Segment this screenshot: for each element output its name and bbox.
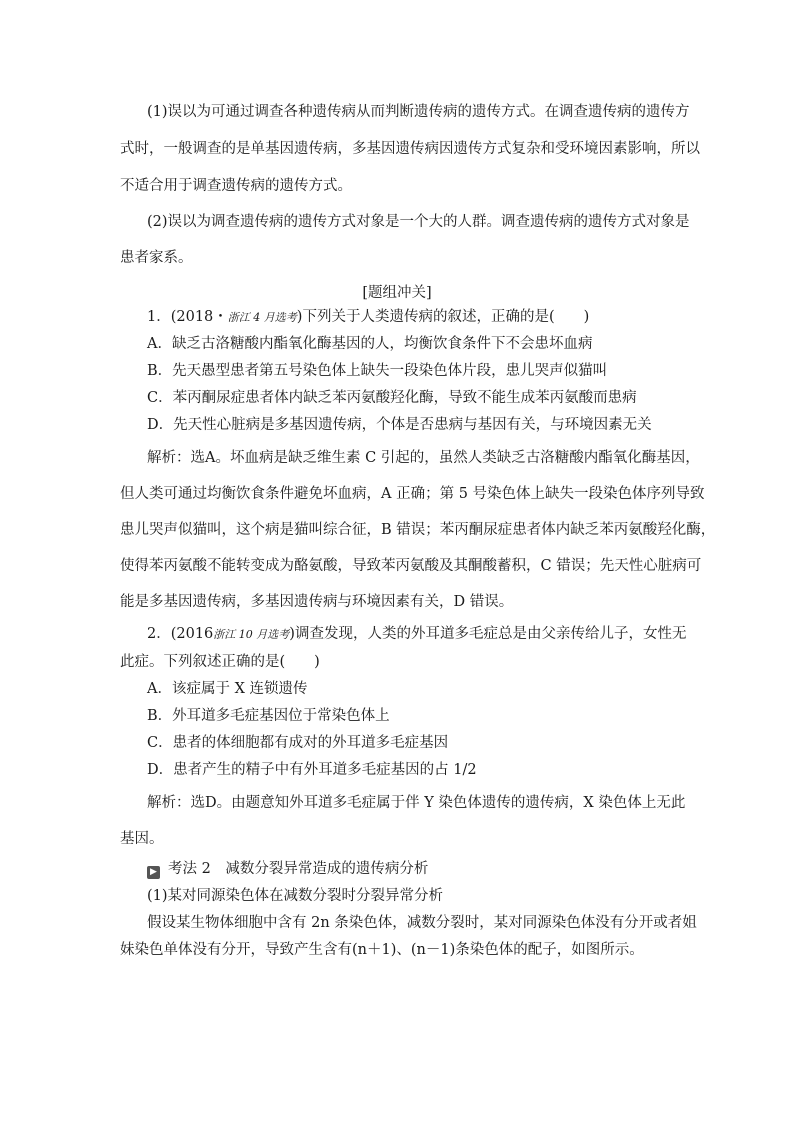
question-2-stem (147, 622, 686, 643)
question-2-stem-line-2: 此症。下列叙述正确的是( ) (120, 654, 320, 670)
question-2-option-d: D．患者产生的精子中有外耳道多毛症基因的占 1/2 (147, 762, 477, 778)
question-2-prefix: 2．(2016 (147, 626, 214, 642)
question-1-source: 浙江 4 月选考 (227, 311, 297, 324)
question-2-option-c: C．患者的体细胞都有成对的外耳道多毛症基因 (147, 735, 449, 751)
question-2-source: 浙江 10 月选考 (213, 628, 290, 641)
question-2-option-a: A．该症属于 X 连锁遗传 (147, 681, 308, 697)
question-1-prefix: 1．(2018・ (147, 309, 228, 325)
method-body-line-1: 假设某生物体细胞中含有 2n 条染色体，减数分裂时，某对同源染色体没有分开或者姐 (147, 915, 697, 931)
play-icon: ▶ (147, 866, 160, 879)
method-body-line-2: 妹染色单体没有分开，导致产生含有(n＋1)、(n－1)条染色体的配子，如图所示。 (120, 942, 644, 958)
question-1-analysis-line-2: 但人类可通过均衡饮食条件避免坏血病，A 正确；第 5 号染色体上缺失一段染色体序列导致 (120, 486, 705, 502)
question-1-option-c: C．苯丙酮尿症患者体内缺乏苯丙氨酸羟化酶，导致不能生成苯丙氨酸而患病 (147, 390, 637, 406)
method-title: 考法 2 减数分裂异常造成的遗传病分析 (168, 861, 429, 877)
question-1-suffix: )下列关于人类遗传病的叙述，正确的是( ) (296, 309, 590, 325)
question-1-analysis-line-3: 患儿哭声似猫叫，这个病是猫叫综合征，B 错误；苯丙酮尿症患者体内缺乏苯丙氨酸羟化酶， (120, 522, 716, 538)
question-1-option-a: A．缺乏古洛糖酸内酯氧化酶基因的人，均衡饮食条件下不会患坏血病 (147, 336, 593, 352)
method-heading (147, 857, 428, 879)
question-1-option-b: B．先天愚型患者第五号染色体上缺失一段染色体片段，患儿哭声似猫叫 (147, 363, 608, 379)
mistake-2-line-2: 患者家系。 (120, 250, 193, 266)
question-1-option-d: D．先天性心脏病是多基因遗传病，个体是否患病与基因有关，与环境因素无关 (147, 417, 652, 433)
question-2-analysis-line-1: 解析：选D。由题意知外耳道多毛症属于伴 Y 染色体遗传的遗传病，X 染色体上无此 (147, 795, 686, 811)
question-2-suffix: )调查发现，人类的外耳道多毛症总是由父亲传给儿子，女性无 (289, 626, 687, 642)
mistake-1-line-3: 不适合用于调查遗传病的遗传方式。 (120, 178, 352, 194)
question-2-analysis-line-2: 基因。 (120, 831, 164, 847)
mistake-2-line-1: (2)误以为调查遗传病的遗传方式对象是一个大的人群。调查遗传病的遗传方式对象是 (147, 214, 690, 230)
method-subtitle: (1)某对同源染色体在减数分裂时分裂异常分析 (147, 888, 444, 904)
mistake-1-line-2: 式时，一般调查的是单基因遗传病，多基因遗传病因遗传方式复杂和受环境因素影响，所以 (120, 141, 700, 157)
question-2-option-b: B．外耳道多毛症基因位于常染色体上 (147, 708, 390, 724)
question-1-analysis-line-5: 能是多基因遗传病，多基因遗传病与环境因素有关，D 错误。 (120, 594, 514, 610)
mistake-1-line-1: (1)误以为可通过调查各种遗传病从而判断遗传病的遗传方式。在调查遗传病的遗传方 (147, 104, 690, 120)
section-title: [题组冲关] (362, 285, 432, 301)
question-1-stem (147, 305, 589, 326)
question-1-analysis-line-1: 解析：选A。坏血病是缺乏维生素 C 引起的，虽然人类缺乏古洛糖酸内酯氧化酶基因， (147, 450, 700, 466)
question-1-analysis-line-4: 使得苯丙氨酸不能转变成为酪氨酸，导致苯丙氨酸及其酮酸蓄积，C 错误；先天性心脏病可 (120, 558, 702, 574)
